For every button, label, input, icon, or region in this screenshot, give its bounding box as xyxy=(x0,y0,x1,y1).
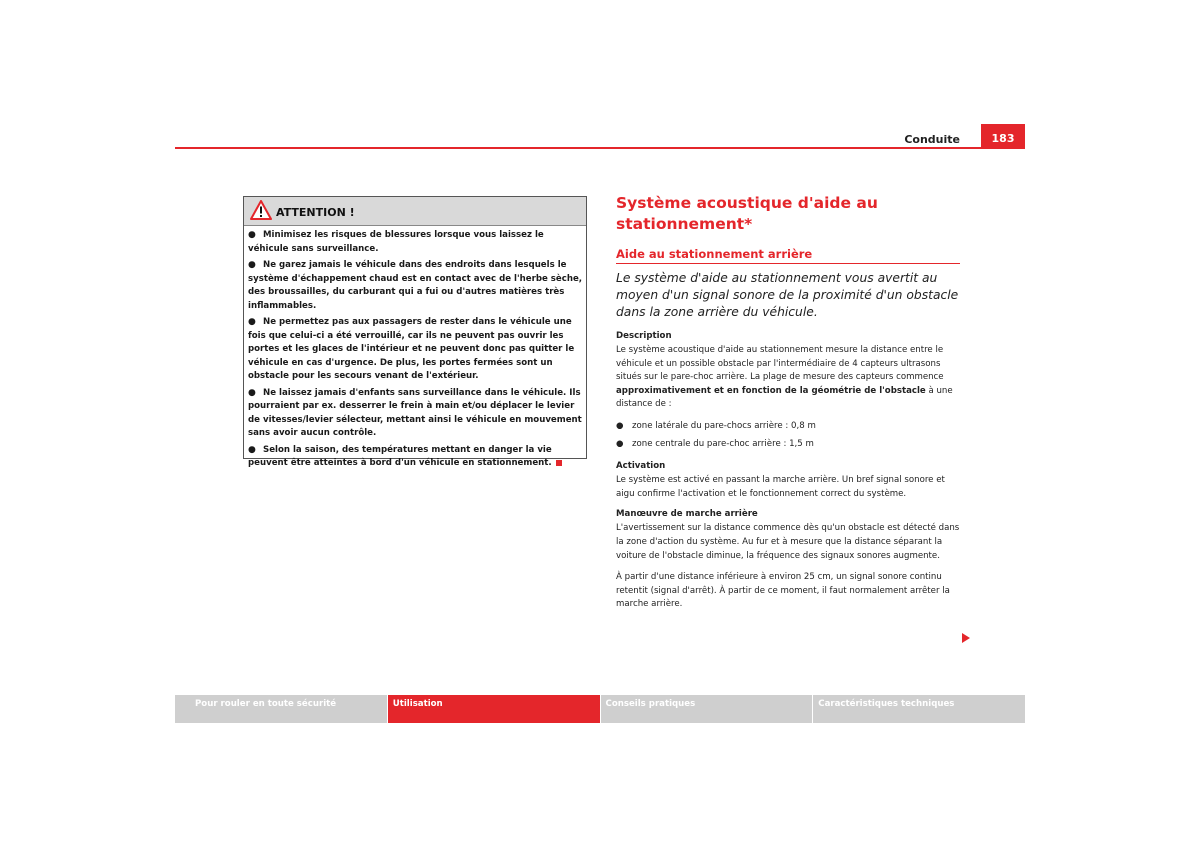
distance-list xyxy=(616,420,960,451)
warning-item xyxy=(244,387,586,441)
page-number: 183 xyxy=(981,124,1025,148)
description-text-part-1: Le système acoustique d'aide au stationnement mesure la distance entre le véhicule et un possible obstacle par l'intermédiaire de 4 capteurs ultrasons situés sur le pare-choc arrière. La plage de mesure des capteurs commence xyxy=(616,345,944,383)
article-subtitle: Aide au stationnement arrière xyxy=(616,247,960,264)
description-heading: Description xyxy=(616,331,672,341)
bullet-icon: ● xyxy=(248,260,256,270)
description-bold: approximativement et en fonction de la géométrie de l'obstacle xyxy=(616,385,926,396)
warning-item xyxy=(244,229,586,256)
warning-list xyxy=(244,226,586,471)
warning-item xyxy=(244,316,586,384)
activation-text: Le système est activé en passant la marche arrière. Un bref signal sonore et aigu confirme l'activation et le fonctionnement correct du système. xyxy=(616,475,945,499)
list-item xyxy=(616,438,960,452)
bullet-icon: ● xyxy=(248,317,256,327)
list-item-text: zone latérale du pare-chocs arrière : 0,8 m xyxy=(632,420,816,431)
bullet-icon: ● xyxy=(248,444,256,455)
warning-item-text: Ne garez jamais le véhicule dans des endroits dans lesquels le système d'échappement chaud est en contact avec de l'herbe sèche, des broussailles, du carburant qui a fui ou d'autres matières très inflammables. xyxy=(248,260,583,311)
header-rule xyxy=(175,147,1025,149)
list-item xyxy=(616,420,960,434)
continue-arrow-icon xyxy=(962,633,970,643)
maneuver-text-2: À partir d'une distance inférieure à environ 25 cm, un signal sonore continu retentit (signal d'arrêt). À partir de ce moment, il faut normalement arrêter la marche arrière. xyxy=(616,572,950,610)
footer-nav xyxy=(175,695,1025,723)
tab-technical-specs[interactable]: Caractéristiques techniques xyxy=(813,695,1025,723)
end-mark-icon xyxy=(556,460,562,466)
description-text-part-2: à une distance de : xyxy=(616,385,953,410)
bullet-icon: ● xyxy=(616,438,624,449)
article-intro: Le système d'aide au stationnement vous avertit au moyen d'un signal sonore de la proximité d'un obstacle dans la zone arrière du véhicule. xyxy=(616,271,959,319)
warning-box xyxy=(243,196,587,468)
tab-practical-tips[interactable]: Conseils pratiques xyxy=(601,695,813,723)
bullet-icon: ● xyxy=(248,387,256,398)
tab-usage[interactable]: Utilisation xyxy=(388,695,600,723)
description-text xyxy=(616,344,960,412)
warning-title: ATTENTION ! xyxy=(276,206,355,219)
maneuver-text-1: L'avertissement sur la distance commence dès qu'un obstacle est détecté dans la zone d'action du système. Au fur et à mesure que la distance séparant la voiture de l'obstacle diminue, la fréquence des signaux sonores augmente. xyxy=(616,523,960,561)
bullet-icon: ● xyxy=(248,230,256,240)
warning-item-text: Minimisez les risques de blessures lorsque vous laissez le véhicule sans surveillance. xyxy=(248,230,544,254)
maneuver-heading: Manœuvre de marche arrière xyxy=(616,509,758,520)
warning-header xyxy=(244,197,586,226)
list-item-text: zone centrale du pare-choc arrière : 1,5 m xyxy=(632,438,814,449)
section-title: Conduite xyxy=(904,133,960,146)
warning-item xyxy=(244,259,586,313)
article xyxy=(616,193,960,620)
bullet-icon: ● xyxy=(616,420,624,431)
warning-item-text: Ne laissez jamais d'enfants sans surveillance dans le véhicule. Ils pourraient par ex. desserrer le frein à main et/ou déplacer le levier de vitesses/levier sélecteur, mettant ainsi le véhicule en mouvement sans avoir aucun contrôle. xyxy=(248,387,582,438)
tab-safety[interactable]: Pour rouler en toute sécurité xyxy=(175,695,387,723)
warning-triangle-icon xyxy=(250,200,272,220)
warning-item xyxy=(244,444,586,471)
activation-heading: Activation xyxy=(616,461,666,472)
article-title: Système acoustique d'aide au stationnement* xyxy=(616,194,878,233)
warning-item-text: Ne permettez pas aux passagers de rester dans le véhicule une fois que celui-ci a été verrouillé, car ils ne peuvent pas ouvrir les portes et les glaces de l'intérieur et ne peuvent donc pas quitter le véhicule en cas d'urgence. De plus, les portes fermées sont un obstacle pour les secours venant de l'extérieur. xyxy=(248,317,575,381)
warning-item-text: Selon la saison, des températures mettant en danger la vie peuvent être atteintes à bord d'un véhicule en stationnement. xyxy=(248,444,552,468)
